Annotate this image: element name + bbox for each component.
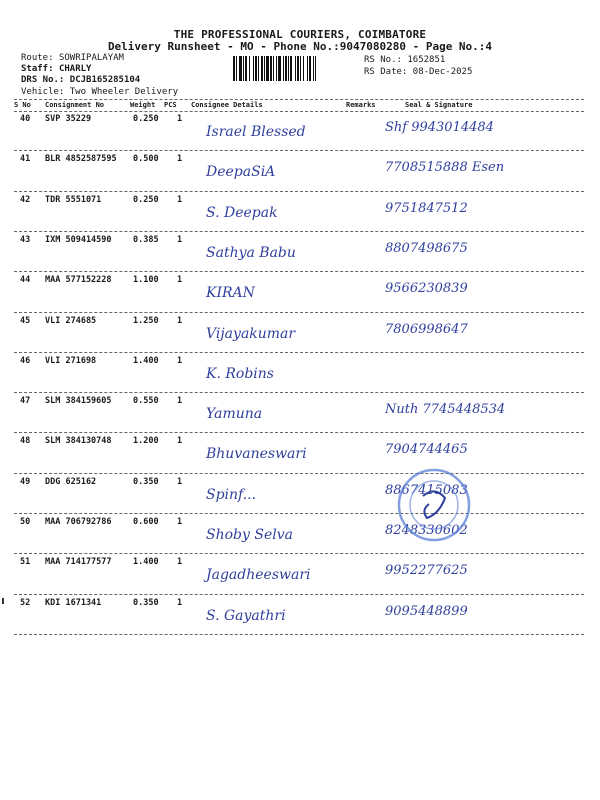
barcode [233, 56, 361, 81]
row-pcs: 1 [177, 517, 183, 527]
rs-date: 08-Dec-2025 [412, 67, 473, 77]
row-consignment: VLI 271698 [45, 355, 97, 366]
consignee-signature: S. Deepak [206, 204, 278, 221]
row-consignment: IXM 509414590 [45, 234, 112, 245]
row-divider [14, 191, 584, 192]
row-weight: 1.100 [133, 275, 159, 286]
row-divider [14, 150, 584, 151]
consignee-signature: Bhuvaneswari [206, 446, 307, 463]
row-weight: 0.550 [133, 396, 159, 407]
receiver-signature: 8867415083 [385, 482, 468, 498]
col-pcs: PCS [164, 101, 177, 109]
receiver-signature: Nuth 7745448534 [385, 402, 506, 418]
drs-value: DCJB165285104 [69, 75, 141, 85]
row-pcs: 1 [177, 194, 183, 205]
row-consignment: MAA 714177577 [45, 557, 112, 568]
row-weight: 0.500 [133, 154, 159, 165]
col-consignment: Consignment No [45, 101, 105, 109]
row-consignment: KDI 1671341 [45, 597, 102, 608]
row-pcs: 1 [177, 436, 183, 447]
row-divider [14, 352, 584, 353]
col-weight: Weight [130, 101, 156, 109]
col-sno: S No [14, 101, 31, 109]
row-pcs: 1 [177, 154, 183, 165]
consignee-signature: Israel Blessed [206, 124, 306, 140]
edge-mark [2, 598, 4, 604]
table-bottom-rule [14, 634, 584, 635]
receiver-signature: 8248330602 [385, 523, 468, 538]
row-consignment: SLM 384159605 [45, 396, 112, 407]
row-pcs: 1 [177, 396, 183, 407]
row-pcs: 1 [177, 234, 183, 245]
receiver-signature: 9566230839 [385, 281, 468, 297]
row-divider [14, 594, 584, 595]
row-pcs: 1 [177, 476, 183, 487]
row-sno: 48 [20, 436, 31, 447]
row-pcs: 1 [177, 355, 183, 366]
col-remarks: Remarks [346, 101, 376, 109]
receiver-signature: 9751847512 [385, 200, 468, 216]
row-sno: 49 [20, 476, 31, 487]
consignee-signature: Jagadheeswari [206, 567, 311, 584]
receiver-signature: 9095448899 [385, 603, 468, 619]
row-sno: 50 [20, 517, 31, 527]
row-sno: 45 [20, 315, 31, 326]
receiver-signature: 7904744465 [385, 442, 468, 458]
row-pcs: 1 [177, 315, 183, 326]
row-weight: 0.250 [133, 194, 159, 205]
row-consignment: VLI 274685 [45, 315, 97, 326]
row-consignment: MAA 577152228 [45, 275, 112, 286]
row-pcs: 1 [177, 275, 183, 286]
row-consignment: SVP 35229 [45, 114, 92, 124]
receiver-signature: 9952277625 [385, 563, 468, 579]
rs-info: RS No.: 1652851 RS Date: 08-Dec-2025 [364, 55, 473, 77]
runsheet-title: Delivery Runsheet - MO - Phone No.:9047080280 - Page No.:4 [107, 40, 493, 53]
row-sno: 44 [20, 275, 31, 286]
row-divider [14, 231, 584, 232]
row-weight: 0.250 [133, 114, 159, 124]
row-divider [14, 312, 584, 313]
staff-value: CHARLY [58, 64, 92, 74]
row-sno: 41 [20, 154, 31, 165]
consignee-signature: Shoby Selva [206, 527, 293, 543]
company-title: THE PROFESSIONAL COURIERS, COIMBATORE [173, 28, 427, 41]
row-sno: 40 [20, 114, 31, 124]
row-weight: 0.350 [133, 597, 159, 608]
consignee-signature: K. Robins [206, 365, 274, 382]
col-seal: Seal & Signature [405, 101, 473, 109]
header-bottom-rule [14, 111, 584, 112]
col-consignee: Consignee Details [191, 101, 263, 109]
row-pcs: 1 [177, 114, 183, 124]
row-sno: 46 [20, 355, 31, 366]
row-consignment: TDR 5551071 [45, 194, 102, 205]
row-consignment: DDG 625162 [45, 476, 97, 487]
row-consignment: MAA 706792786 [45, 517, 112, 527]
row-weight: 1.400 [133, 355, 159, 366]
consignee-signature: Vijayakumar [206, 325, 296, 342]
row-divider [14, 513, 584, 514]
route-value: SOWRIPALAYAM [58, 53, 124, 63]
row-sno: 47 [20, 396, 31, 407]
consignee-signature: Spinf... [206, 486, 257, 503]
rs-number: 1652851 [407, 55, 446, 65]
receiver-signature: 7806998647 [385, 321, 468, 337]
row-divider [14, 432, 584, 433]
seal-stamp [395, 466, 473, 544]
row-consignment: SLM 384130748 [45, 436, 112, 447]
row-weight: 0.350 [133, 476, 159, 487]
row-sno: 51 [20, 557, 31, 568]
row-pcs: 1 [177, 557, 183, 568]
receiver-signature: 8807498675 [385, 240, 468, 256]
table-header [0, 100, 600, 111]
row-sno: 42 [20, 194, 31, 205]
consignee-signature: KIRAN [206, 285, 255, 302]
receiver-signature: Shf 9943014484 [385, 120, 494, 135]
row-divider [14, 473, 584, 474]
consignee-signature: DeepaSiA [206, 164, 276, 181]
row-weight: 0.385 [133, 234, 159, 245]
row-divider [14, 553, 584, 554]
row-sno: 43 [20, 234, 31, 245]
row-pcs: 1 [177, 597, 183, 608]
row-consignment: BLR 4852587595 [45, 154, 117, 165]
row-weight: 0.600 [133, 517, 159, 527]
receiver-signature: 7708515888 Esen [385, 160, 505, 176]
row-divider [14, 392, 584, 393]
row-weight: 1.400 [133, 557, 159, 568]
vehicle-info: Vehicle: Two Wheeler Delivery [21, 87, 179, 97]
row-divider [14, 271, 584, 272]
route-info: Route: SOWRIPALAYAM Staff: CHARLY DRS No.: DCJB165285104 [21, 53, 141, 85]
row-weight: 1.250 [133, 315, 159, 326]
consignee-signature: Yamuna [206, 406, 263, 423]
consignee-signature: S. Gayathri [206, 607, 286, 624]
row-weight: 1.200 [133, 436, 159, 447]
row-sno: 52 [20, 597, 31, 608]
consignee-signature: Sathya Babu [206, 244, 296, 261]
